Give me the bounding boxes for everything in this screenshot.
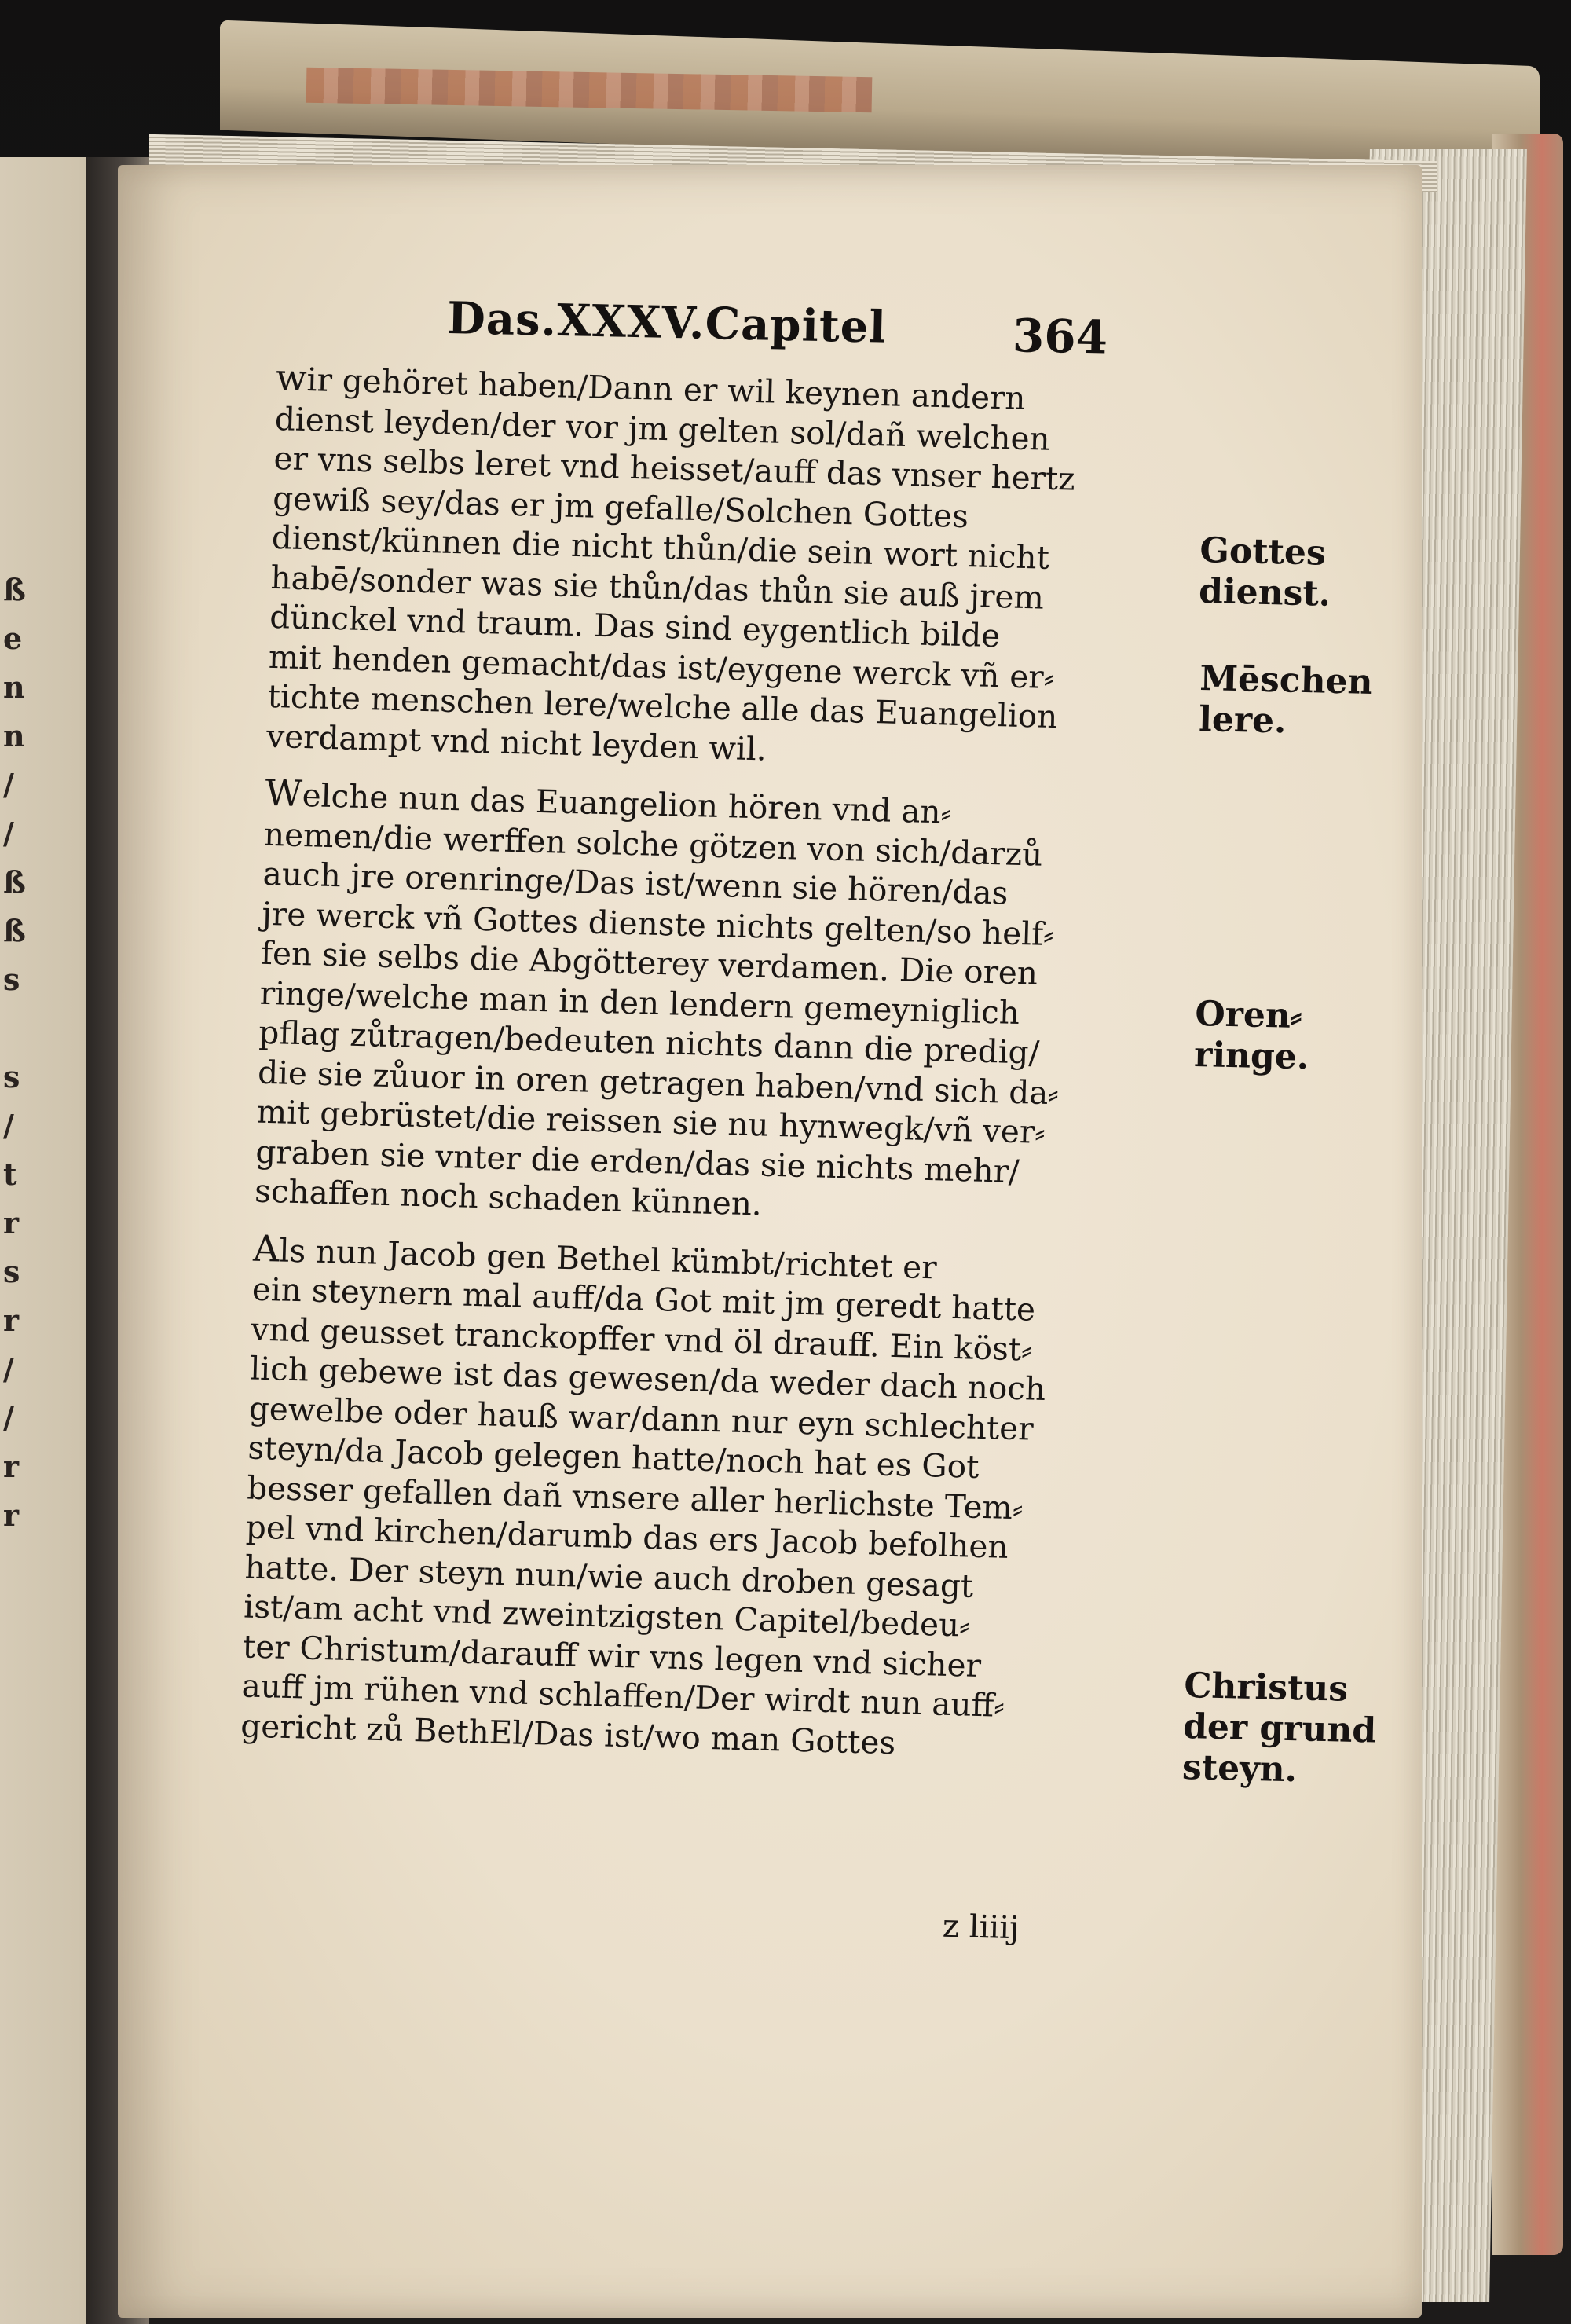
- margin-note: Oren⸗ ringe.: [1193, 994, 1309, 1078]
- running-title: Das.XXXV.Capitel: [446, 292, 888, 354]
- margin-note: Christus der grund steyn.: [1181, 1666, 1377, 1791]
- margin-note: Mēschen lere.: [1198, 658, 1374, 742]
- paragraph: Welche nun das Euangelion hören vnd an⸗ nemen/die werffen solche götzen von sich/darzů auch jre orenringe/Das ist/wenn sie hören/das jre werck vñ Gottes dienste nichts gelten/so helf⸗ fen sie selbs die Abgötterey verdamen. Die oren ringe/welche man in den lendern gemeyniglich pflag zůtragen/bedeuten nichts dann die predig/ die sie zůuor in oren getragen haben/vnd sich da⸗ mit gebrüstet/die reissen sie nu hynwegk/vñ ver⸗ graben sie vnter die erden/das sie nichts mehr/ schaffen noch schaden künnen.: [254, 771, 1060, 1223]
- left-page-edge-letters: ß e n n / / ß ß s s / t r s r / / r r: [3, 572, 26, 1533]
- folio-number: 364: [1012, 309, 1108, 365]
- main-text-block: [240, 357, 1188, 1769]
- paragraph: wir gehöret haben/Dann er wil keynen andern dienst leyden/der vor jm gelten sol/dañ welchen er vns selbs leret vnd heisset/auff das vnser hertz gewiß sey/das er jm gefalle/Solchen Gottes dienst/künnen die nicht thůn/die sein wort nicht habē/sonder was sie thůn/das thůn sie auß jrem dünckel vnd traum. Das sind eygentlich bilde mit henden gemacht/das ist/eygene werck vñ er⸗ tichte menschen lere/welche alle das Euangelion verdampt vnd nicht leyden wil.: [265, 356, 1076, 768]
- paragraph: Als nun Jacob gen Bethel kümbt/richtet er ein steynern mal auff/da Got mit jm geredt hatte vnd geusset tranckopffer vnd öl drauff. Ein köst⸗ lich gebewe ist das gewesen/da weder dach noch gewelbe oder hauß war/dann nur eyn schlechter steyn/da Jacob gelegen hatte/noch hat es Got besser gefallen dañ vnsere aller herlichste Tem⸗ pel vnd kirchen/darumb das ers Jacob befolhen hatte. Der steyn nun/wie auch droben gesagt ist/am acht vnd zweintzigsten Capitel/bedeu⸗ ter Christum/darauff wir vns legen vnd sicher auff jm rühen vnd schlaffen/Der wirdt nun auff⸗ gericht zů BethEl/Das ist/wo man Gottes: [240, 1226, 1046, 1761]
- margin-note: Gottes dienst.: [1198, 530, 1331, 614]
- signature-catchword: z liiij: [942, 1908, 1020, 1947]
